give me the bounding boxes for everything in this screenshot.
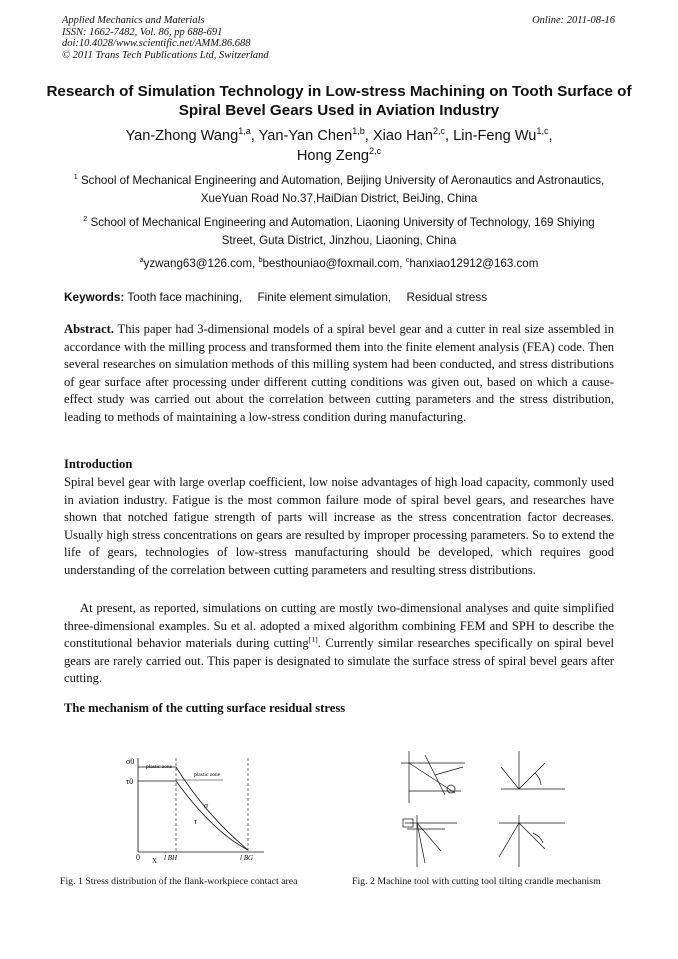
sigma-curve [176, 767, 248, 850]
author-name: Yan-Zhong Wang [125, 128, 239, 144]
author-name: Lin-Feng Wu [453, 128, 537, 144]
keywords-label: Keywords: [64, 290, 125, 304]
sigma0-label: σ0 [126, 757, 135, 766]
origin-label: 0 [136, 853, 140, 862]
email-address[interactable]: yzwang63@126.com [143, 257, 253, 270]
figure-1-stress-distribution [118, 750, 268, 866]
lbh-label: l BH [164, 854, 178, 862]
author-sup: 1,a [238, 126, 251, 137]
author-name: Yan-Yan Chen [258, 128, 353, 144]
journal-issn: ISSN: 1662-7482, Vol. 86, pp 688-691 [62, 26, 223, 38]
keyword: Finite element simulation, [257, 290, 392, 304]
affiliation-text: School of Mechanical Engineering and Automation, Liaoning University of Technology, 169 Shiying Street, Guta District, Jinzhou, Liaoning, China [90, 216, 595, 247]
email-address[interactable]: besthouniao@foxmail.com [262, 257, 400, 270]
abstract-text: This paper had 3-dimensional models of a spiral bevel gear and a cutter in real size assembled in accordance with the milling process and transformed them into the finite element analysis (FEA) code. Then several researches on simulation methods of this milling system had been conducted, and stress distributions of gear surface after processing under different cutting conditions was given out, based on which a cause-effect study was carried out about the correlation between cutting parameters and the stress distribution, leading to methods of maintaining a low-stress condition during manufacturing. [64, 322, 614, 424]
lbg-label: l BG [240, 854, 254, 862]
author-sup: 1,b [352, 126, 365, 137]
figure-1-caption: Fig. 1 Stress distribution of the flank-workpiece contact area [60, 876, 298, 887]
email-sep: , [252, 257, 259, 270]
journal-doi: doi:10.4028/www.scientific.net/AMM.86.688 [62, 38, 251, 49]
affiliation-2 [70, 214, 608, 250]
keyword: Tooth face machining, [127, 290, 243, 304]
plastic-zone-label: plastic zone [146, 764, 173, 770]
figure-2-caption: Fig. 2 Machine tool with cutting tool tilting crandle mechanism [352, 876, 601, 887]
section-heading-mechanism: The mechanism of the cutting surface residual stress [64, 701, 346, 715]
author-sep: , [250, 128, 259, 144]
paragraph-text: . Currently similar researches specifically on spiral bevel gears are rarely carried out. This paper is designated to simulate the surface stress of spiral bevel gears after cutting. [64, 636, 614, 686]
citation-ref[interactable]: [1] [308, 635, 318, 644]
author-sep: , [445, 128, 454, 144]
affiliation-text: School of Mechanical Engineering and Automation, Beijing University of Aeronautics and Astronautics, XueYuan Road No.37,HaiDian District, BeiJing, China [80, 174, 605, 205]
author-list [40, 126, 638, 166]
x-label: X [152, 857, 158, 865]
author-sup: 2,c [432, 126, 446, 137]
online-date: Online: 2011-08-16 [532, 15, 615, 26]
section-heading-introduction: Introduction [64, 457, 133, 471]
keywords [64, 290, 499, 305]
author-sep: , [548, 128, 553, 144]
email-sep: , [399, 257, 406, 270]
introduction-paragraph-1: Spiral bevel gear with large overlap coefficient, low noise advantages of high load capacity, commonly used in aviation industry. Fatigue is the most common failure mode of spiral bevel gears, and researches have shown that notched fatigue strength of parts will increase as the stress concentration factor decreases. Usually high stress concentrations on gears are resulted by improper processing parameters. So to extend the life of gears, technologies of low-stress manufacturing should be developed, which requires good understanding of the correlation between cutting parameters and resulting stress distributions. [64, 475, 614, 577]
panel-b [501, 751, 565, 789]
keyword: Residual stress [406, 290, 488, 304]
email-sup: b [258, 255, 263, 265]
sigma-label: σ [204, 801, 208, 810]
affiliation-num: 1 [73, 172, 78, 182]
affiliation-num: 2 [83, 214, 88, 224]
paragraph-text: At present, as reported, simulations on cutting are mostly two-dimensional analyses and quite simplified three-dimensional examples. Su et al. adopted a mixed algorithm combining FEM and SPH to describe the constitutional behavior materials during cutting [64, 601, 614, 651]
email-list [40, 256, 638, 272]
abstract-label: Abstract. [64, 322, 115, 336]
journal-name: Applied Mechanics and Materials [62, 15, 205, 26]
abstract [64, 321, 614, 427]
tau0-label: τ0 [126, 777, 134, 786]
panel-d [499, 815, 565, 867]
tau-label: τ [194, 817, 197, 826]
panel-a [401, 751, 465, 803]
author-sep: , [364, 128, 373, 144]
author-sup: 2,c [369, 146, 382, 157]
affiliation-1 [70, 172, 608, 208]
introduction-paragraph-2 [64, 600, 614, 688]
email-sup: a [139, 255, 144, 265]
journal-header [62, 15, 269, 61]
author-name: Xiao Han [372, 128, 433, 144]
journal-copyright: © 2011 Trans Tech Publications Ltd, Switzerland [62, 49, 269, 61]
email-sup: c [405, 255, 410, 265]
paper-title: Research of Simulation Technology in Low-stress Machining on Tooth Surface of Spiral Bevel Gears Used in Aviation Industry [46, 83, 632, 119]
author-name: Hong Zeng [296, 148, 370, 164]
plastic-zone-label-2: plastic zone [194, 772, 221, 778]
panel-c [403, 815, 457, 867]
email-address[interactable]: hanxiao12912@163.com [409, 257, 539, 270]
figure-2-tilting-mechanism [395, 745, 573, 873]
author-sup: 1,c [536, 126, 549, 137]
